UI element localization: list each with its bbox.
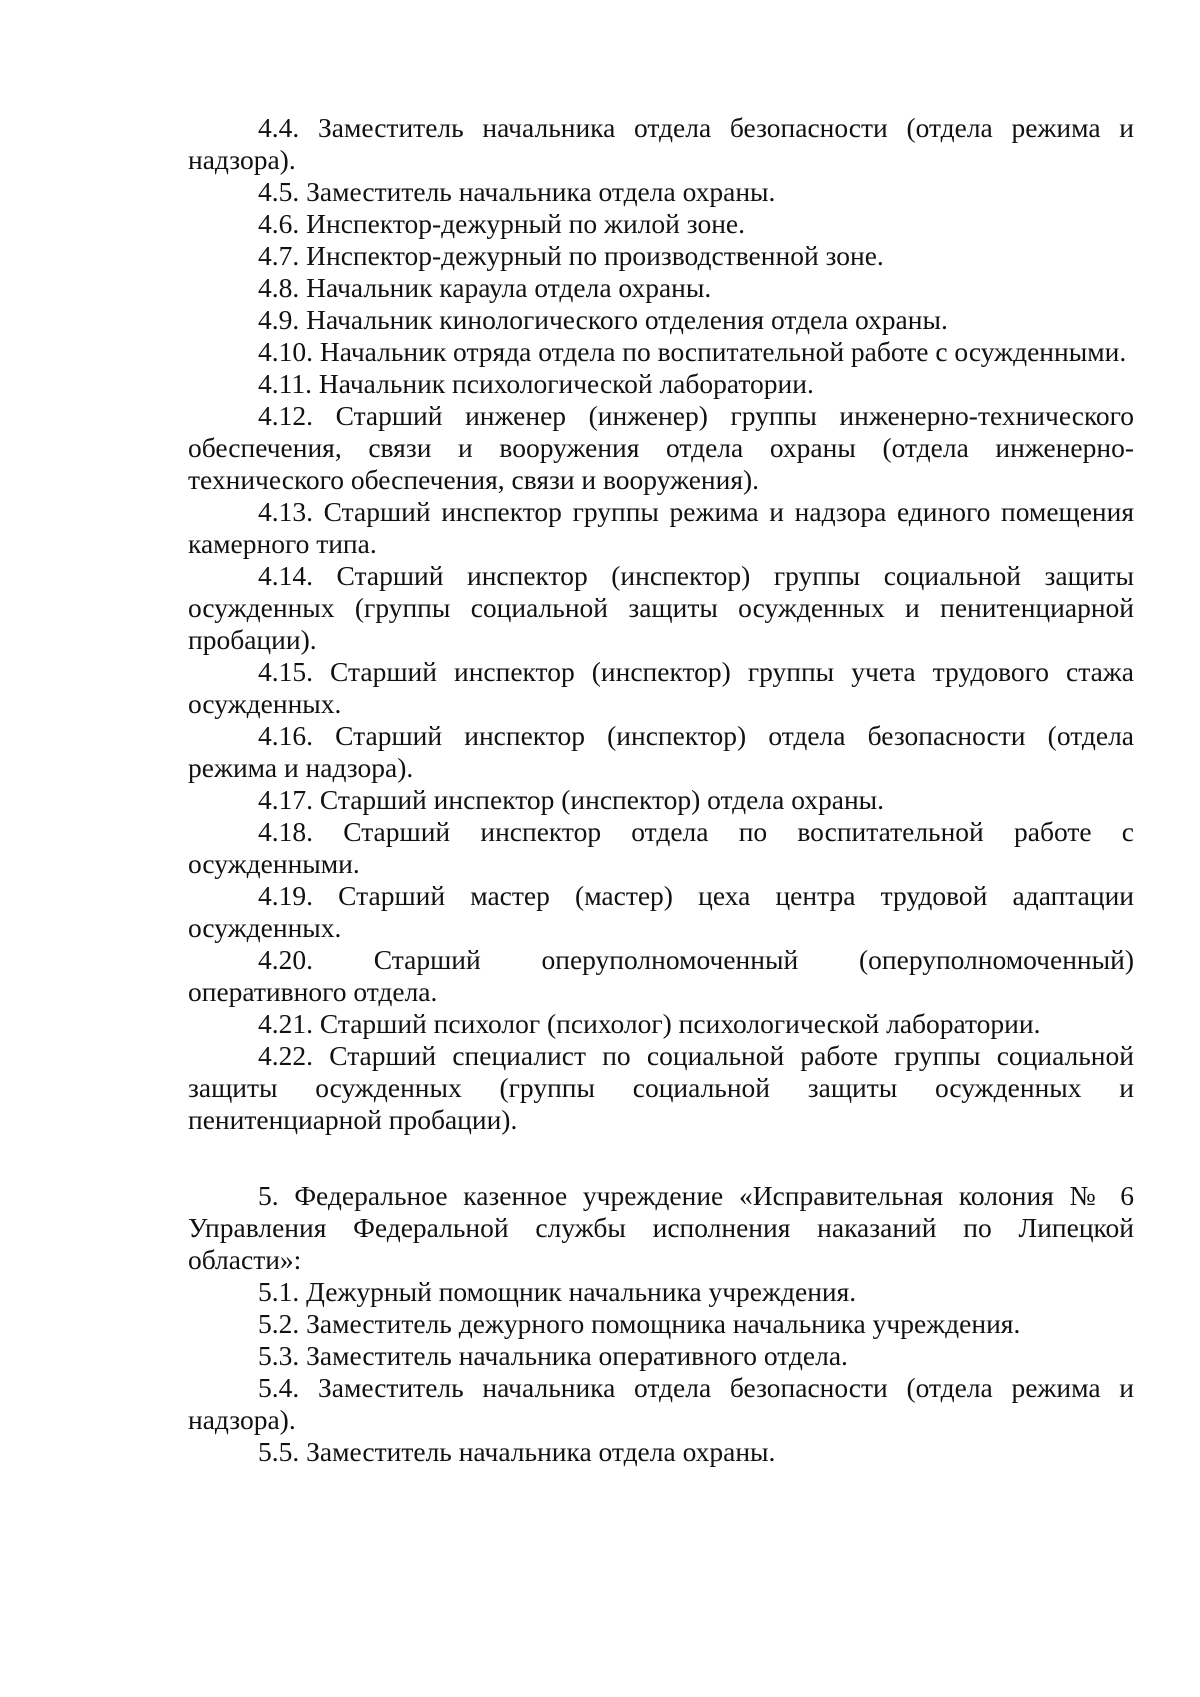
list-item: 4.7. Инспектор-дежурный по производственной зоне. (258, 240, 884, 271)
list-item: 4.10. Начальник отряда отдела по воспитательной работе с осужденными. (258, 336, 1127, 367)
list-item: 4.19. Старший мастер (мастер) цеха центра трудовой адаптации осужденных. (188, 880, 1134, 943)
list-item: 4.9. Начальник кинологического отделения отдела охраны. (258, 304, 948, 335)
list-item: 5.1. Дежурный помощник начальника учреждения. (258, 1276, 857, 1307)
list-item: 4.21. Старший психолог (психолог) психологической лаборатории. (258, 1008, 1041, 1039)
list-item: 4.20. Старший оперуполномоченный (оперуполномоченный) оперативного отдела. (188, 944, 1134, 1007)
list-item: 4.4. Заместитель начальника отдела безопасности (отдела режима и надзора). (188, 112, 1134, 175)
list-item: 4.18. Старший инспектор отдела по воспитательной работе с осужденными. (188, 816, 1134, 879)
list-item: 4.12. Старший инженер (инженер) группы инженерно-технического обеспечения, связи и вооружения отдела охраны (отдела инженерно-технического обеспечения, связи и вооружения). (188, 400, 1134, 495)
list-item: 5.4. Заместитель начальника отдела безопасности (отдела режима и надзора). (188, 1372, 1134, 1435)
list-item: 4.5. Заместитель начальника отдела охраны. (258, 176, 776, 207)
list-item: 4.8. Начальник караула отдела охраны. (258, 272, 712, 303)
section-spacer (188, 1136, 1134, 1180)
list-item: 5.3. Заместитель начальника оперативного отдела. (258, 1340, 848, 1371)
section-heading: 5. Федеральное казенное учреждение «Исправительная колония № 6 Управления Федеральной службы исполнения наказаний по Липецкой области»: (188, 1180, 1134, 1275)
list-item: 4.15. Старший инспектор (инспектор) группы учета трудового стажа осужденных. (188, 656, 1134, 719)
list-item: 4.16. Старший инспектор (инспектор) отдела безопасности (отдела режима и надзора). (188, 720, 1134, 783)
list-item: 4.13. Старший инспектор группы режима и надзора единого помещения камерного типа. (188, 496, 1134, 559)
list-item: 5.5. Заместитель начальника отдела охраны. (258, 1436, 776, 1467)
document-body (188, 112, 1134, 1468)
list-item: 4.11. Начальник психологической лаборатории. (258, 368, 814, 399)
list-item: 4.22. Старший специалист по социальной работе группы социальной защиты осужденных (группы социальной защиты осужденных и пенитенциарной пробации). (188, 1040, 1134, 1135)
list-item: 4.14. Старший инспектор (инспектор) группы социальной защиты осужденных (группы социальной защиты осужденных и пенитенциарной пробации). (188, 560, 1134, 655)
list-item: 4.6. Инспектор-дежурный по жилой зоне. (258, 208, 745, 239)
list-item: 4.17. Старший инспектор (инспектор) отдела охраны. (258, 784, 885, 815)
list-item: 5.2. Заместитель дежурного помощника начальника учреждения. (258, 1308, 1021, 1339)
